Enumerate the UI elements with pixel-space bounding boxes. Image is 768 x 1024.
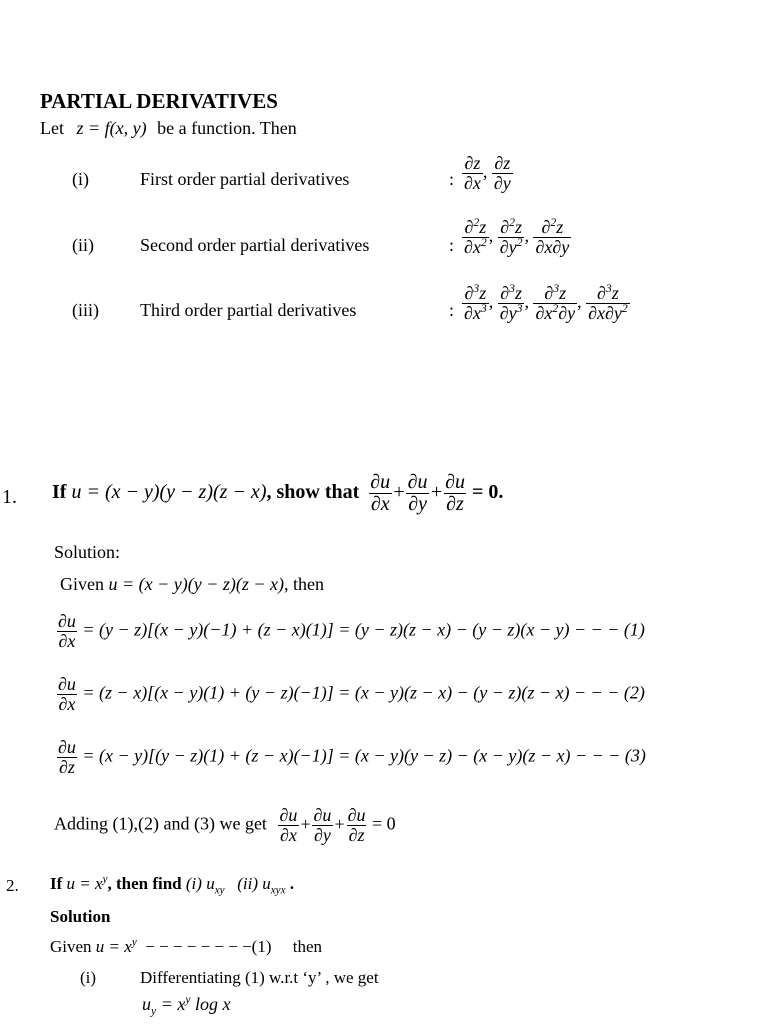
intro-line [40, 118, 297, 139]
problem-2-if: If [50, 874, 63, 893]
solution-label: Solution: [54, 542, 121, 562]
colon-2: : [449, 235, 455, 255]
problem-2-part-2: (ii) [237, 874, 259, 893]
equation-3-rhs: = (x − y)[(y − z)(1) + (z − x)(−1)] = (x − y)(y − z) − (x − y)(z − x) − − − (3) [82, 745, 646, 766]
given-2-dashes: − − − − − − − −(1) [145, 937, 272, 956]
given-1-post: , then [284, 574, 325, 594]
given-1-expr: u = (x − y)(y − z)(z − x) [108, 574, 285, 594]
step-i-number: (i) [80, 968, 97, 987]
given-line-1 [60, 574, 324, 595]
equation-3: $\frac{\partial u}{\partial z}$ = (x − y)[(y − z)(1) + (z − x)(−1)] = (x − y)(y − z) − (x − y)(z − x) − − − (3) [58, 737, 646, 777]
problem-1-show: , show that [266, 481, 360, 504]
first-order-formulas: $\frac{\partial z}{\partial x}$ , $\frac{\partial z}{\partial y}$ [464, 153, 511, 193]
colon-3: : [449, 300, 455, 320]
step-i-result: $u_y = x^y$ log x [142, 993, 231, 1018]
problem-2-then-find: , then find [107, 874, 182, 893]
given-2-post: then [292, 937, 323, 956]
problem-2-end: . [289, 874, 294, 893]
second-order-formulas: $\frac{\partial^2z}{\partial x^2}$ , $\frac{\partial^2z}{\partial y^2}$ , $\frac{\partial^2z}{\partial x\partial y}$ [464, 216, 570, 257]
given-2-pre: Given [50, 937, 92, 956]
problem-2-part-1: (i) [185, 874, 202, 893]
equation-2: $\frac{\partial u}{\partial x}$ = (z − x)[(x − y)(1) + (y − z)(−1)] = (x − y)(z − x) − (y − z)(z − x) − − − (2) [58, 674, 645, 714]
problem-1-expr: u = (x − y)(y − z)(z − x) [71, 481, 267, 504]
problem-2-statement: If $u = x^y$, then find (i) $u_{xy}$ (ii) $u_{xyx}$ . [50, 873, 294, 897]
problem-1-statement: If u = (x − y)(y − z)(z − x), show that $\frac{\partial u}{\partial x}$ + $\frac{\partial u}{\partial y}$ + $\frac{\partial u}{\partial z}$ = 0. [52, 471, 504, 515]
problem-1-eq-tail: = 0. [471, 481, 504, 504]
item-label-2: Second order partial derivatives [140, 235, 370, 255]
equation-2-rhs: = (z − x)[(x − y)(1) + (y − z)(−1)] = (x − y)(z − x) − (y − z)(z − x) − − − (2) [82, 682, 645, 703]
intro-expr: z = f(x, y) [76, 118, 147, 138]
adding-text: Adding (1),(2) and (3) we get [54, 813, 267, 834]
page-title: PARTIAL DERIVATIVES [40, 89, 278, 113]
item-num-2: (ii) [72, 235, 94, 255]
step-i-text: Differentiating (1) w.r.t ‘y’ , we get [140, 968, 379, 987]
item-num-3: (iii) [72, 300, 99, 320]
equation-1-rhs: = (y − z)[(x − y)(−1) + (z − x)(1)] = (y − z)(z − x) − (y − z)(x − y) − − − (1) [82, 619, 645, 640]
item-label-3: Third order partial derivatives [140, 300, 357, 320]
equation-1: $\frac{\partial u}{\partial x}$ = (y − z)[(x − y)(−1) + (z − x)(1)] = (y − z)(z − x) − (y − z)(x − y) − − − (1) [58, 611, 645, 651]
intro-post: be a function. Then [157, 118, 297, 138]
adding-tail: = 0 [371, 813, 396, 834]
given-line-2: Given $u = x^y$ − − − − − − − −(1) then [50, 936, 323, 956]
item-label-1: First order partial derivatives [140, 169, 350, 189]
third-order-formulas: $\frac{\partial^3z}{\partial x^3}$ , $\frac{\partial^3z}{\partial y^3}$ , $\frac{\partial^3z}{\partial x^2\partial y}$ , $\frac{\partial^3z}{\partial x\partial y^2}$ [464, 282, 628, 323]
problem-1-if: If [52, 481, 67, 504]
intro-pre: Let [40, 118, 64, 138]
item-num-1: (i) [72, 169, 89, 189]
problem-2-number: 2. [6, 876, 19, 895]
colon-1: : [449, 169, 455, 189]
problem-1-number: 1. [2, 486, 17, 508]
given-1-pre: Given [60, 574, 104, 594]
adding-line: Adding (1),(2) and (3) we get $\frac{\partial u}{\partial x}$ + $\frac{\partial u}{\partial y}$ + $\frac{\partial u}{\partial z}$ = 0 [54, 805, 396, 845]
solution-2-label: Solution [50, 907, 111, 926]
